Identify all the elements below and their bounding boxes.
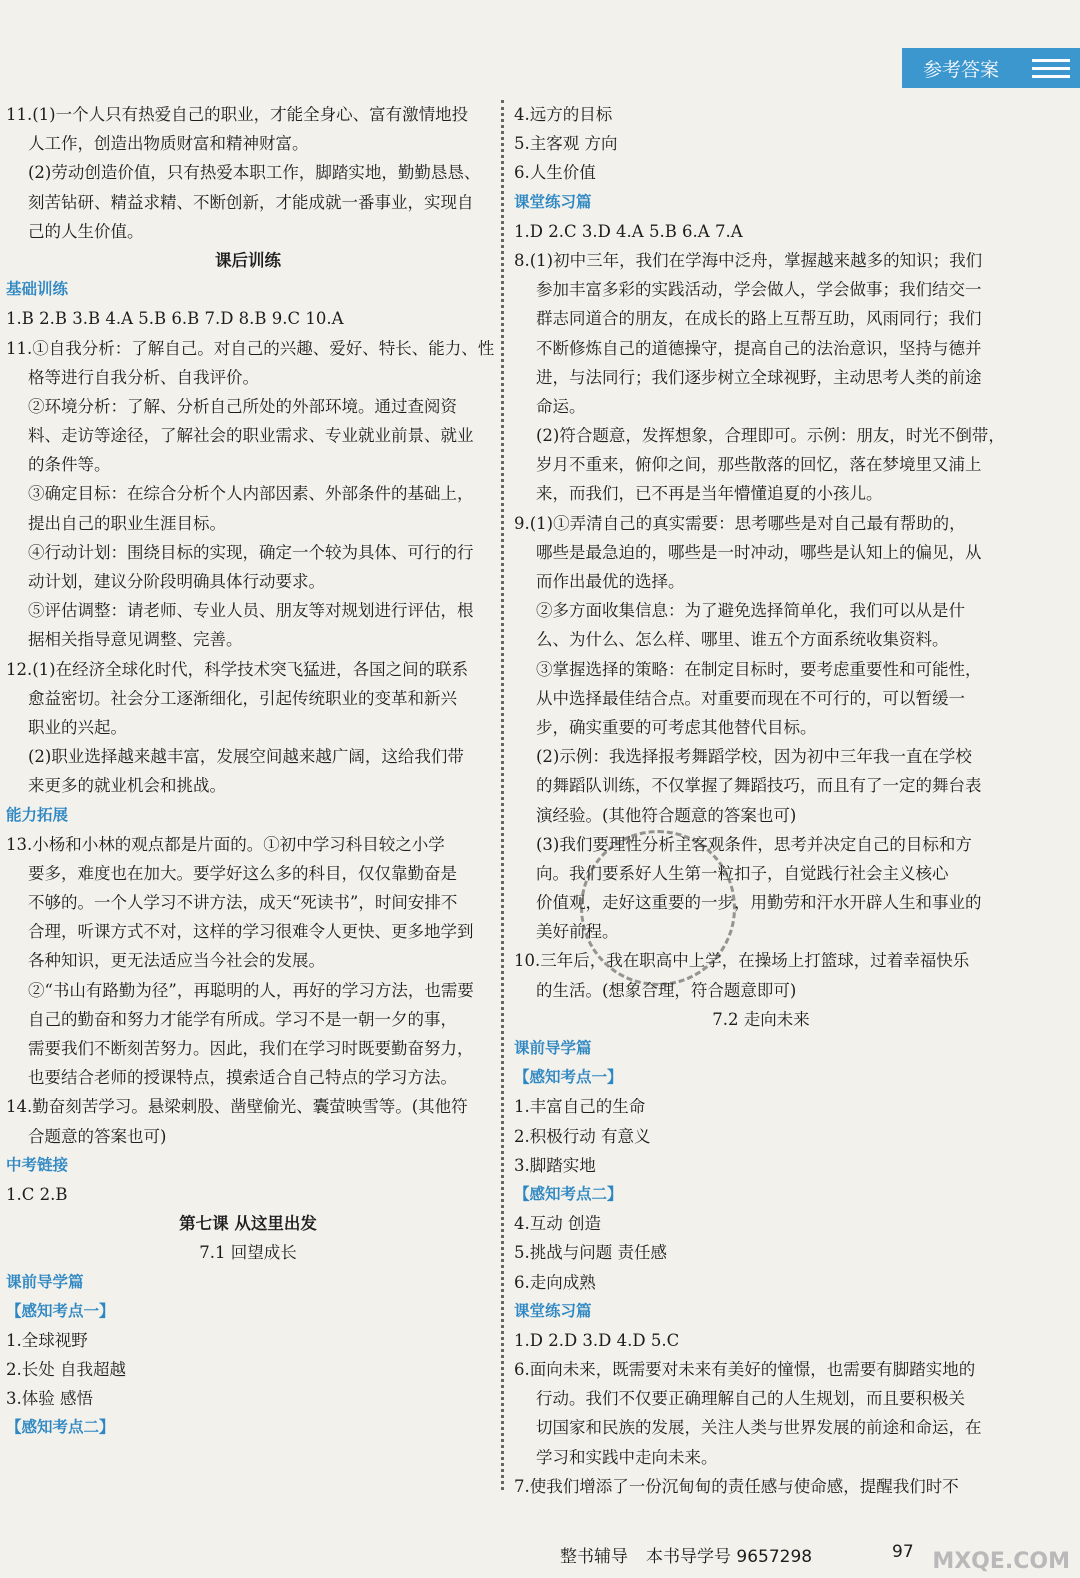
menu-icon <box>1020 48 1080 88</box>
line: 价值观，走好这重要的一步，用勤劳和汗水开辟人生和事业的 <box>536 893 982 913</box>
column-divider <box>501 100 504 1490</box>
lesson-subtitle: 7.2 走向未来 <box>712 1009 810 1029</box>
footer-code: 本书导学号 9657298 <box>646 1547 813 1567</box>
line: 不够的。一个人学习不讲方法，成天“死读书”，时间安排不 <box>28 893 458 913</box>
right-column <box>514 100 1008 1501</box>
line: 的条件等。 <box>28 455 111 475</box>
line: 也要结合老师的授课特点，摸索适合自己特点的学习方法。 <box>28 1068 457 1088</box>
line: 愈益密切。社会分工逐渐细化，引起传统职业的变革和新兴 <box>28 688 457 708</box>
section-heading: 基础训练 <box>6 280 69 299</box>
line: 要多，难度也在加大。要学好这么多的科目，仅仅靠勤奋是 <box>28 863 457 883</box>
line: 己的人生价值。 <box>28 221 144 241</box>
line: 1.丰富自己的生命 <box>514 1097 646 1117</box>
section-heading: 课堂练习篇 <box>514 192 592 211</box>
section-heading: 课堂练习篇 <box>514 1301 592 1320</box>
line: 5.挑战与问题 责任感 <box>514 1243 667 1263</box>
line: 合理，听课方式不对，这样的学习很难令人更快、更多地学到 <box>28 922 474 942</box>
line: 刻苦钻研、精益求精、不断创新，才能成就一番事业，实现自 <box>28 192 474 212</box>
line: 么、为什么、怎么样、哪里、谁五个方面系统收集资料。 <box>536 630 949 650</box>
line: 4.互动 创造 <box>514 1214 601 1234</box>
line: 5.主客观 方向 <box>514 134 618 154</box>
point-heading: 【感知考点一】 <box>6 1301 115 1320</box>
section-heading: 课前导学篇 <box>514 1039 592 1057</box>
line: 8.(1)初中三年，我们在学海中泛舟，掌握越来越多的知识；我们 <box>514 250 983 270</box>
line: 切国家和民族的发展，关注人类与世界发展的前途和命运，在 <box>536 1418 982 1438</box>
line: 提出自己的职业生涯目标。 <box>28 513 226 533</box>
line: 合题意的答案也可) <box>28 1126 167 1146</box>
line: 4.远方的目标 <box>514 105 613 124</box>
point-heading: 【感知考点一】 <box>514 1068 623 1087</box>
section-title: 课后训练 <box>215 250 281 270</box>
footer <box>560 1542 812 1567</box>
point-heading: 【感知考点二】 <box>514 1184 623 1203</box>
line: 需要我们不断刻苦努力。因此，我们在学习时既要勤奋努力， <box>28 1039 474 1058</box>
line: 1.D 2.D 3.D 4.D 5.C <box>514 1330 680 1350</box>
line: 1.B 2.B 3.B 4.A 5.B 6.B 7.D 8.B 9.C 10.A <box>6 309 344 329</box>
line: 6.走向成熟 <box>514 1272 596 1292</box>
line: 命运。 <box>536 396 586 416</box>
line: 行动。我们不仅要正确理解自己的人生规划，而且要积极关 <box>536 1389 965 1409</box>
line: 料、走访等途径，了解社会的职业需求、专业就业前景、就业 <box>28 426 474 446</box>
line: (2)职业选择越来越丰富，发展空间越来越广阔，这给我们带 <box>28 747 464 767</box>
line: 向。我们要系好人生第一粒扣子，自觉践行社会主义核心 <box>536 863 949 883</box>
line: ②“书山有路勤为径”，再聪明的人，再好的学习方法，也需要 <box>28 980 474 1000</box>
section-heading: 中考链接 <box>6 1155 69 1174</box>
line: ②多方面收集信息：为了避免选择简单化，我们可以从是什 <box>536 601 965 621</box>
line: 步，确实重要的可考虑其他替代目标。 <box>536 717 817 737</box>
line: 6.人生价值 <box>514 163 596 183</box>
line: 的生活。(想象合理，符合题意即可) <box>536 980 797 1000</box>
line: 自己的勤奋和努力才能学有所成。学习不是一朝一夕的事， <box>28 1009 457 1029</box>
line: ③掌握选择的策略：在制定目标时，要考虑重要性和可能性， <box>536 659 982 679</box>
line: 10.三年后，我在职高中上学，在操场上打篮球，过着幸福快乐 <box>514 951 970 971</box>
line: 来更多的就业机会和挑战。 <box>28 776 226 796</box>
line: 据相关指导意见调整、完善。 <box>28 630 243 650</box>
line: 7.使我们增添了一份沉甸甸的责任感与使命感，提醒我们时不 <box>514 1476 959 1496</box>
line: 来，而我们，已不再是当年懵懂追夏的小孩儿。 <box>536 484 883 504</box>
line: 2.积极行动 有意义 <box>514 1126 651 1146</box>
line: 而作出最优的选择。 <box>536 572 685 591</box>
line: 11.(1)一个人只有热爱自己的职业，才能全身心、富有激情地投 <box>6 105 469 124</box>
line: 各种知识，更无法适应当今社会的发展。 <box>28 951 325 971</box>
line: 岁月不重来，俯仰之间，那些散落的回忆，落在梦境里又浦上 <box>536 455 982 475</box>
line: 进，与法同行；我们逐步树立全球视野，主动思考人类的前途 <box>536 367 982 387</box>
line: 1.C 2.B <box>6 1184 68 1204</box>
line: 从中选择最佳结合点。对重要而现在不可行的，可以暂缓一 <box>536 688 965 708</box>
line: (2)劳动创造价值，只有热爱本职工作，脚踏实地，勤勤恳恳、 <box>28 163 481 183</box>
line: 演经验。(其他符合题意的答案也可) <box>536 805 797 825</box>
answer-tag-label: 参考答案 <box>922 58 999 81</box>
footer-label: 整书辅导 <box>560 1547 628 1567</box>
line: 3.体验 感悟 <box>6 1389 93 1409</box>
left-column <box>6 100 495 1443</box>
line: 动计划，建议分阶段明确具体行动要求。 <box>28 572 325 591</box>
line: (2)示例：我选择报考舞蹈学校，因为初中三年我一直在学校 <box>536 747 972 767</box>
lesson-title: 第七课 从这里出发 <box>179 1214 317 1234</box>
line: 11.①自我分析：了解自己。对自己的兴趣、爱好、特长、能力、性 <box>6 338 495 358</box>
stamp-mark <box>580 830 736 986</box>
line: 美好前程。 <box>536 922 619 942</box>
watermark: MXQE.COM <box>932 1549 1070 1574</box>
line: 的舞蹈队训练，不仅掌握了舞蹈技巧，而且有了一定的舞台表 <box>536 776 982 796</box>
line: 6.面向未来，既需要对未来有美好的憧憬，也需要有脚踏实地的 <box>514 1360 976 1380</box>
line: 1.D 2.C 3.D 4.A 5.B 6.A 7.A <box>514 221 743 241</box>
line: 14.勤奋刻苦学习。悬梁刺股、凿壁偷光、囊萤映雪等。(其他符 <box>6 1097 468 1117</box>
line: 13.小杨和小林的观点都是片面的。①初中学习科目较之小学 <box>6 834 445 854</box>
line: ③确定目标：在综合分析个人内部因素、外部条件的基础上， <box>28 484 474 504</box>
line: ④行动计划：围绕目标的实现，确定一个较为具体、可行的行 <box>28 542 474 562</box>
point-heading: 【感知考点二】 <box>6 1418 115 1437</box>
line: 职业的兴起。 <box>28 717 127 737</box>
line: 1.全球视野 <box>6 1330 88 1350</box>
section-heading: 能力拓展 <box>6 805 69 824</box>
line: (3)我们要理性分析主客观条件，思考并决定自己的目标和方 <box>536 834 972 854</box>
lesson-subtitle: 7.1 回望成长 <box>199 1243 297 1263</box>
line: 哪些是最急迫的，哪些是一时冲动，哪些是认知上的偏见，从 <box>536 542 982 562</box>
line: ⑤评估调整：请老师、专业人员、朋友等对规划进行评估，根 <box>28 601 474 621</box>
line: 学习和实践中走向未来。 <box>536 1447 718 1467</box>
line: 2.长处 自我超越 <box>6 1360 126 1380</box>
line: 群志同道合的朋友，在成长的路上互帮互助，风雨同行；我们 <box>536 309 982 329</box>
line: 不断修炼自己的道德操守，提高自己的法治意识，坚持与德并 <box>536 338 982 358</box>
section-heading: 课前导学篇 <box>6 1272 84 1291</box>
line: 9.(1)①弄清自己的真实需要：思考哪些是对自己最有帮助的， <box>514 513 966 533</box>
line: 3.脚踏实地 <box>514 1155 596 1175</box>
line: 12.(1)在经济全球化时代，科学技术突飞猛进，各国之间的联系 <box>6 659 469 679</box>
page-number: 97 <box>892 1542 914 1562</box>
line: ②环境分析：了解、分析自己所处的外部环境。通过查阅资 <box>28 396 457 416</box>
answer-tag <box>902 48 1020 88</box>
line: 格等进行自我分析、自我评价。 <box>28 367 259 387</box>
line: 人工作，创造出物质财富和精神财富。 <box>28 134 309 154</box>
line: (2)符合题意，发挥想象，合理即可。示例：朋友，时光不倒带， <box>536 426 1005 446</box>
line: 参加丰富多彩的实践活动，学会做人，学会做事；我们结交一 <box>536 280 982 300</box>
